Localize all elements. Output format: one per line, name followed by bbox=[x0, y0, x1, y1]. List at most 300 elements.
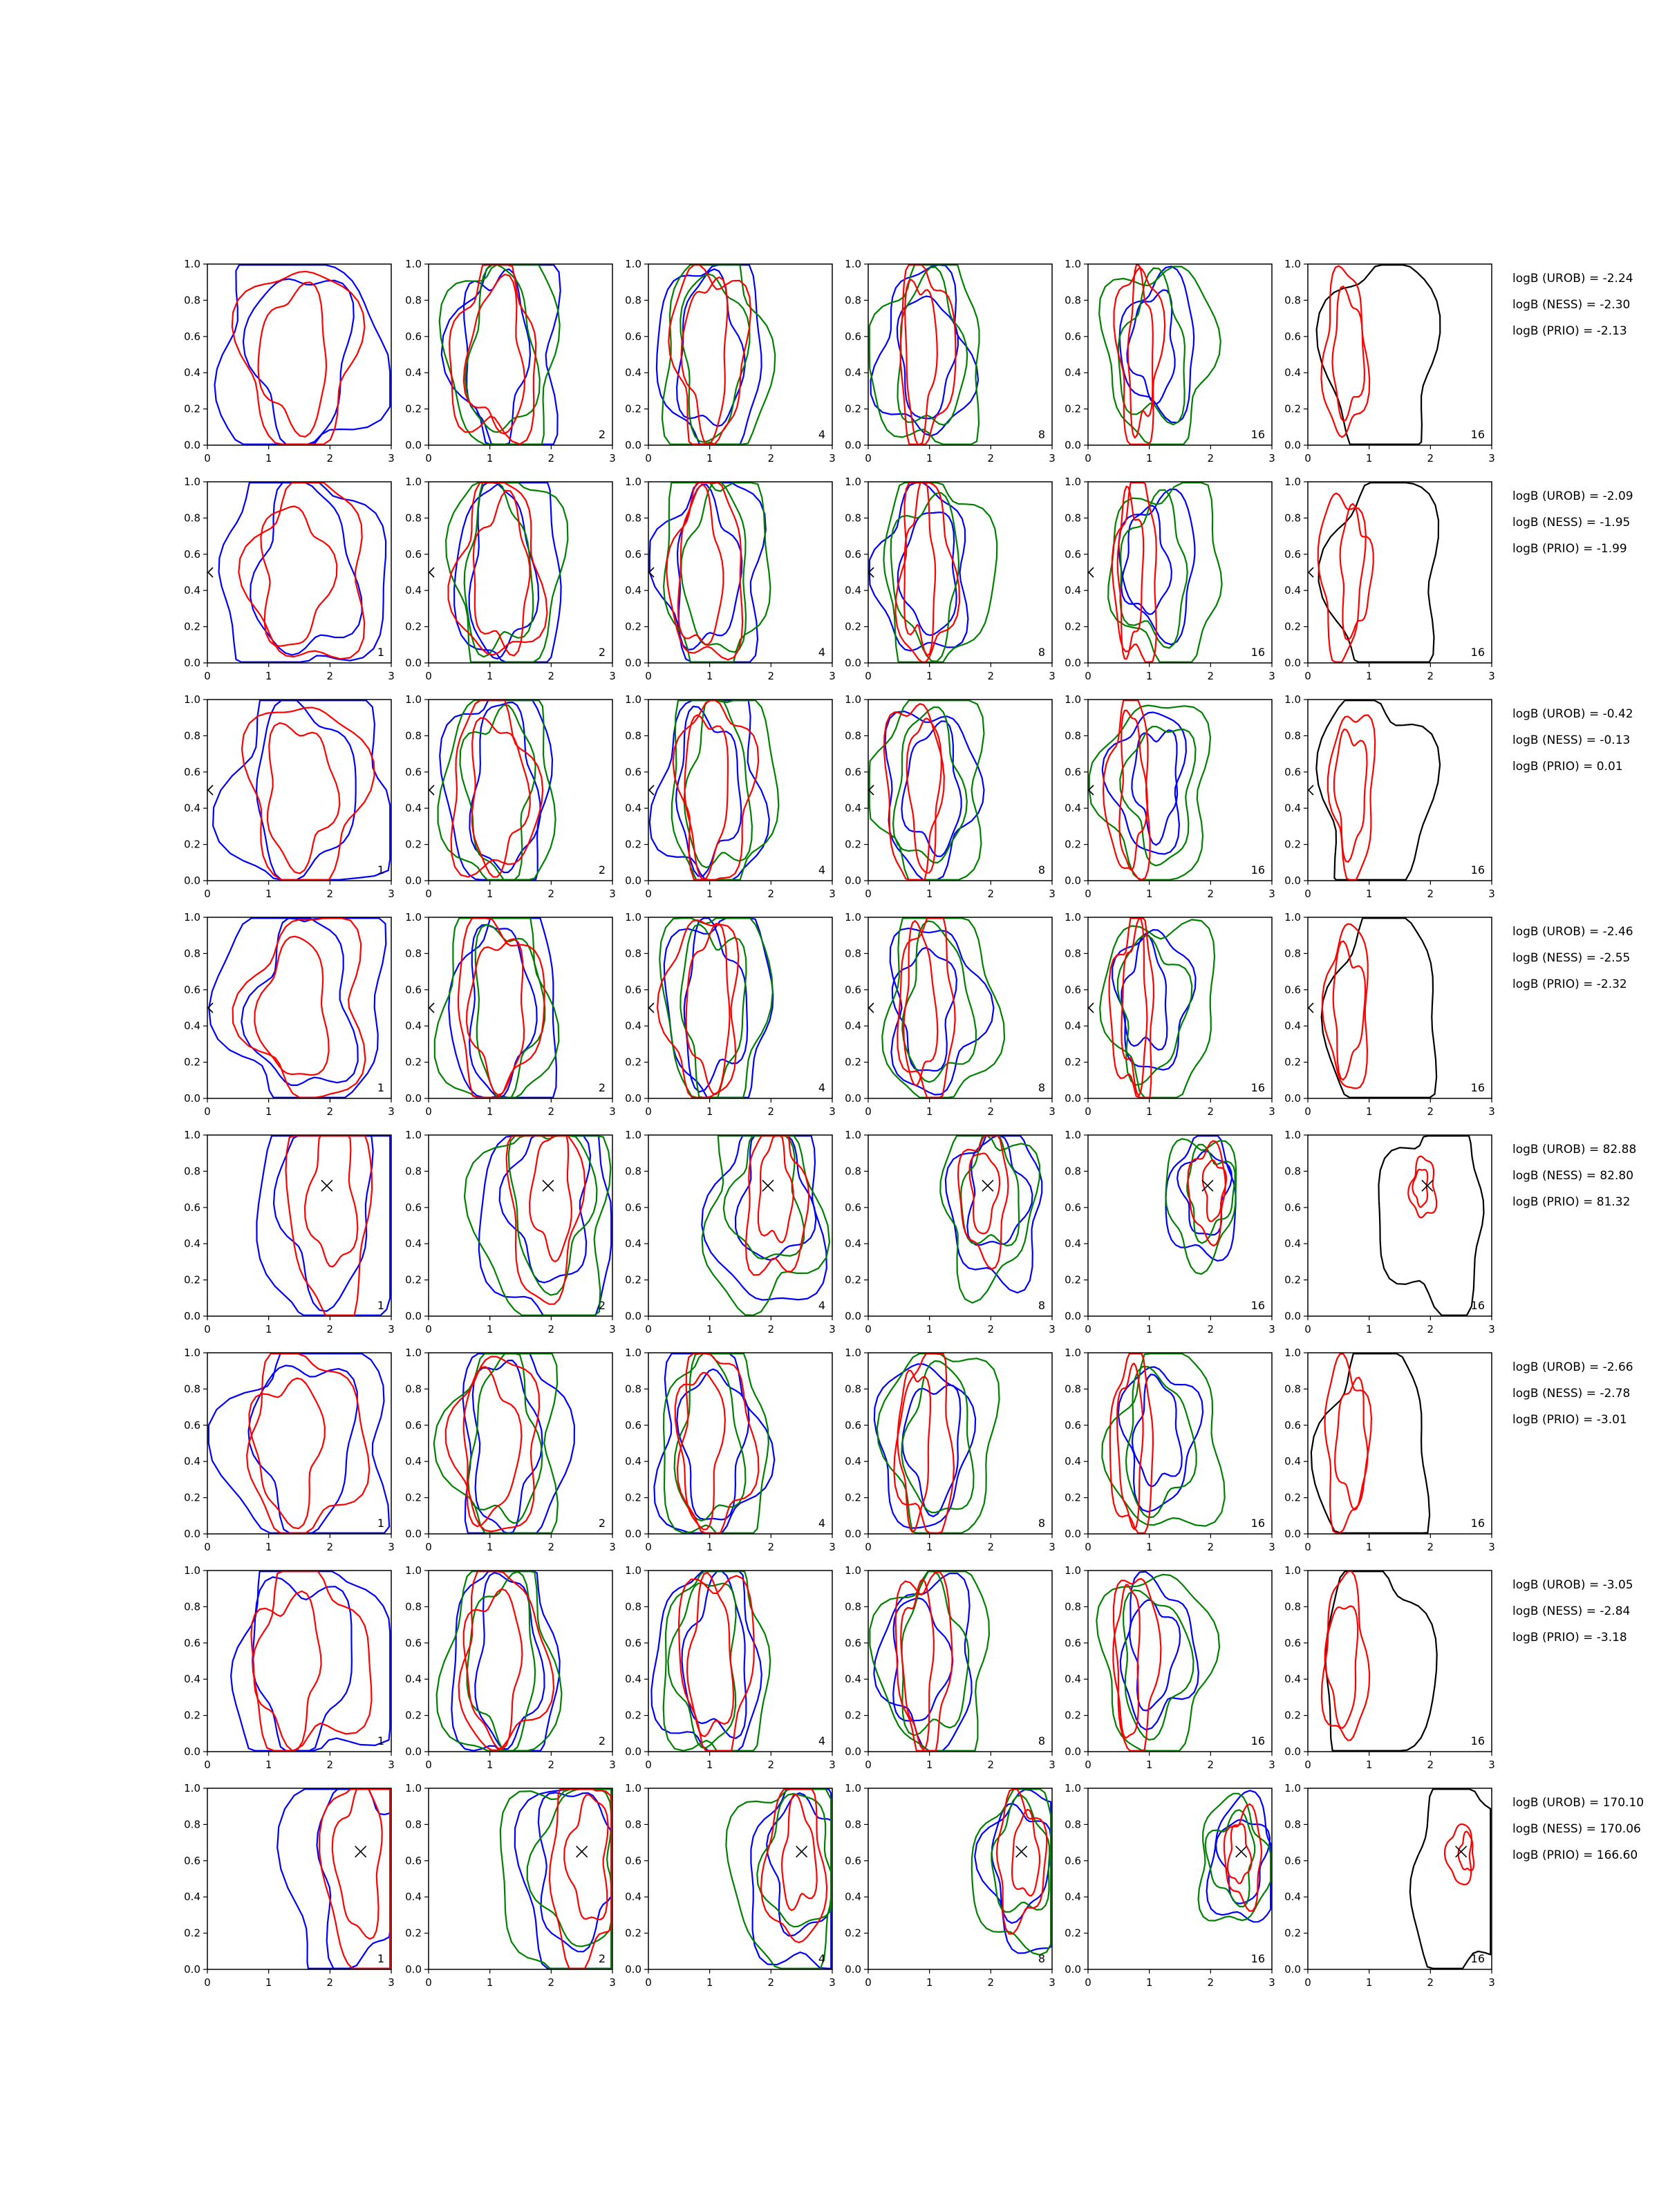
x-tick-label: 0 bbox=[204, 1976, 211, 1989]
y-tick-label: 0.6 bbox=[845, 1854, 861, 1867]
panel-number-label: 4 bbox=[818, 646, 825, 659]
panel-r5-c6 bbox=[1284, 1129, 1495, 1335]
contour-ness-level-2 bbox=[1118, 935, 1192, 1085]
x-tick-label: 2 bbox=[1427, 888, 1434, 900]
logb-annotation: logB (PRIO) = -1.99 bbox=[1512, 542, 1627, 556]
x-tick-label: 1 bbox=[706, 1759, 713, 1771]
y-tick-label: 0.4 bbox=[405, 802, 422, 815]
x-tick-label: 2 bbox=[547, 1759, 555, 1771]
panel-contours bbox=[1316, 700, 1440, 879]
x-tick-label: 1 bbox=[926, 1541, 933, 1553]
x-tick-label: 3 bbox=[1049, 1976, 1056, 1989]
contour-prio-level-2 bbox=[1334, 729, 1367, 862]
y-tick-label: 0.6 bbox=[625, 1418, 641, 1432]
x-tick-label: 2 bbox=[767, 1976, 775, 1989]
contour-urob-level-1 bbox=[209, 1353, 389, 1533]
panel-contours bbox=[1102, 1353, 1224, 1533]
panel-r8-c2 bbox=[405, 1782, 616, 1989]
x-tick-label: 0 bbox=[1304, 1541, 1311, 1553]
x-tick-label: 2 bbox=[987, 1105, 995, 1118]
x-tick-label: 2 bbox=[326, 670, 334, 682]
x-tick-label: 3 bbox=[1488, 1976, 1495, 1989]
logb-annotation: logB (PRIO) = -2.13 bbox=[1512, 324, 1627, 338]
y-tick-label: 0.2 bbox=[845, 402, 861, 415]
y-tick-label: 0.6 bbox=[405, 547, 422, 561]
panel-number-label: 4 bbox=[818, 1299, 825, 1312]
x-tick-label: 2 bbox=[987, 888, 995, 900]
y-tick-label: 0.6 bbox=[1065, 330, 1081, 343]
y-tick-label: 0.8 bbox=[1284, 1600, 1301, 1613]
contour-urob-level-1 bbox=[654, 1353, 774, 1533]
y-tick-label: 0.8 bbox=[184, 947, 200, 960]
y-tick-label: 1.0 bbox=[405, 476, 422, 488]
y-tick-label: 0.8 bbox=[625, 1165, 641, 1178]
y-tick-label: 1.0 bbox=[1065, 1347, 1081, 1359]
y-tick-label: 0.2 bbox=[1284, 1491, 1301, 1504]
x-tick-label: 2 bbox=[1207, 1541, 1215, 1553]
contour-prio-level-1 bbox=[1112, 482, 1156, 662]
y-tick-label: 0.8 bbox=[184, 294, 200, 307]
y-tick-label: 1.0 bbox=[184, 476, 200, 488]
y-tick-label: 0.6 bbox=[845, 983, 861, 996]
x-tick-label: 2 bbox=[767, 670, 775, 682]
x-tick-label: 0 bbox=[1304, 1105, 1311, 1118]
y-tick-label: 0.8 bbox=[1065, 947, 1081, 960]
x-tick-label: 1 bbox=[486, 888, 494, 900]
y-tick-label: 0.6 bbox=[1284, 547, 1301, 561]
panel-r6-c1 bbox=[184, 1347, 395, 1553]
y-tick-label: 1.0 bbox=[184, 1129, 200, 1141]
x-tick-label: 3 bbox=[1268, 1759, 1275, 1771]
panel-frame bbox=[1308, 482, 1492, 663]
x-tick-label: 1 bbox=[926, 670, 933, 682]
contour-ness-level-1 bbox=[435, 918, 559, 1097]
panel-r8-c1 bbox=[184, 1782, 395, 1989]
contour-prio-level-2 bbox=[758, 1136, 794, 1242]
logb-annotation: logB (UROB) = -2.46 bbox=[1512, 925, 1633, 939]
y-tick-label: 0.0 bbox=[405, 1745, 422, 1758]
logb-annotation: logB (NESS) = 82.80 bbox=[1512, 1169, 1634, 1183]
contour-ness-level-2 bbox=[467, 1572, 536, 1751]
left-edge-marker bbox=[1309, 1003, 1313, 1013]
contour-prio-level-1 bbox=[238, 482, 364, 659]
panel-number-label: 8 bbox=[1038, 1081, 1045, 1094]
panel-number-label: 16 bbox=[1470, 1734, 1485, 1747]
panel-contours bbox=[1410, 1789, 1490, 1968]
contour-ness-level-2 bbox=[1121, 490, 1188, 648]
contour-urob-level-2 bbox=[241, 918, 357, 1085]
panel-frame bbox=[1308, 1135, 1492, 1316]
left-edge-marker bbox=[429, 1003, 434, 1013]
panel-number-label: 2 bbox=[598, 428, 606, 441]
panel-contours bbox=[1318, 482, 1438, 662]
panel-contours bbox=[277, 1789, 390, 1968]
x-tick-label: 0 bbox=[865, 1759, 872, 1771]
y-tick-label: 0.0 bbox=[625, 1528, 641, 1540]
left-edge-marker bbox=[208, 785, 213, 795]
panel-contours bbox=[1165, 1136, 1236, 1274]
x-tick-label: 0 bbox=[204, 1541, 211, 1553]
x-tick-label: 1 bbox=[1365, 670, 1373, 682]
x-tick-label: 1 bbox=[265, 1976, 272, 1989]
y-tick-label: 0.2 bbox=[184, 838, 200, 851]
contour-prio-level-1 bbox=[233, 918, 366, 1097]
y-tick-label: 0.6 bbox=[405, 1636, 422, 1649]
contour-prio-level-2 bbox=[529, 1136, 572, 1262]
panel-contours bbox=[940, 1136, 1042, 1303]
truth-marker bbox=[762, 1180, 774, 1191]
y-tick-label: 0.6 bbox=[1065, 1418, 1081, 1432]
x-tick-label: 2 bbox=[326, 1541, 334, 1553]
y-tick-label: 0.0 bbox=[1284, 439, 1301, 451]
y-tick-label: 0.8 bbox=[1284, 512, 1301, 525]
x-tick-label: 1 bbox=[1145, 670, 1153, 682]
y-tick-label: 0.2 bbox=[405, 1056, 422, 1069]
y-tick-label: 0.6 bbox=[184, 983, 200, 996]
panel-contours bbox=[434, 1353, 574, 1533]
x-tick-label: 1 bbox=[1365, 888, 1373, 900]
panel-contours bbox=[1322, 918, 1436, 1097]
y-tick-label: 1.0 bbox=[1065, 476, 1081, 488]
logb-annotation: logB (PRIO) = 166.60 bbox=[1512, 1848, 1638, 1862]
x-tick-label: 0 bbox=[1304, 452, 1311, 465]
y-tick-label: 1.0 bbox=[625, 1129, 641, 1141]
panel-contours bbox=[651, 1571, 770, 1750]
y-tick-label: 0.0 bbox=[845, 1963, 861, 1976]
y-tick-label: 1.0 bbox=[845, 1564, 861, 1577]
y-tick-label: 0.2 bbox=[1284, 1927, 1301, 1940]
panel-frame bbox=[1308, 1788, 1492, 1969]
y-tick-label: 0.6 bbox=[405, 1201, 422, 1214]
x-tick-label: 2 bbox=[547, 1323, 555, 1335]
contour-prio-level-2 bbox=[782, 1794, 817, 1911]
x-tick-label: 0 bbox=[1304, 670, 1311, 682]
y-tick-label: 0.0 bbox=[1065, 1528, 1081, 1540]
y-tick-label: 1.0 bbox=[184, 911, 200, 924]
contour-ness-level-2 bbox=[527, 1789, 612, 1946]
contour-ness-level-1 bbox=[882, 918, 1004, 1097]
x-tick-label: 0 bbox=[645, 1105, 652, 1118]
logb-annotation: logB (PRIO) = 0.01 bbox=[1512, 760, 1623, 774]
y-tick-label: 0.4 bbox=[1284, 1237, 1301, 1250]
contour-prio-level-2 bbox=[332, 1789, 382, 1939]
y-tick-label: 0.2 bbox=[1284, 1056, 1301, 1069]
y-tick-label: 0.0 bbox=[405, 1092, 422, 1105]
contour-ness-level-2 bbox=[724, 1136, 804, 1259]
panel-number-label: 1 bbox=[377, 1081, 384, 1094]
truth-marker bbox=[543, 1180, 554, 1191]
x-tick-label: 1 bbox=[706, 452, 713, 465]
panel-number-label: 8 bbox=[1038, 1299, 1045, 1312]
x-tick-label: 0 bbox=[1304, 1759, 1311, 1771]
x-tick-label: 3 bbox=[1268, 1323, 1275, 1335]
y-tick-label: 0.4 bbox=[405, 1673, 422, 1686]
y-tick-label: 0.6 bbox=[184, 765, 200, 778]
x-tick-label: 0 bbox=[425, 670, 432, 682]
x-tick-label: 0 bbox=[645, 670, 652, 682]
panel-contours bbox=[1096, 1572, 1219, 1751]
y-tick-label: 0.4 bbox=[625, 584, 641, 597]
contour-ness-level-1 bbox=[440, 265, 560, 444]
y-tick-label: 1.0 bbox=[845, 476, 861, 488]
y-tick-label: 0.4 bbox=[1284, 1891, 1301, 1904]
x-tick-label: 2 bbox=[1207, 1105, 1215, 1118]
y-tick-label: 0.0 bbox=[845, 1745, 861, 1758]
y-tick-label: 0.6 bbox=[625, 547, 641, 561]
y-tick-label: 0.0 bbox=[1284, 1963, 1301, 1976]
panel-contours bbox=[1108, 482, 1221, 662]
x-tick-label: 2 bbox=[767, 452, 775, 465]
y-tick-label: 0.4 bbox=[405, 1891, 422, 1904]
y-tick-label: 0.0 bbox=[845, 1528, 861, 1540]
y-tick-label: 0.8 bbox=[845, 947, 861, 960]
panel-number-label: 8 bbox=[1038, 428, 1045, 441]
logb-annotation: logB (NESS) = -2.78 bbox=[1512, 1387, 1631, 1400]
truth-marker bbox=[796, 1846, 807, 1857]
y-tick-label: 0.6 bbox=[625, 983, 641, 996]
panel-r4-c6 bbox=[1284, 911, 1495, 1118]
panel-contours bbox=[1100, 918, 1215, 1097]
x-tick-label: 1 bbox=[706, 1541, 713, 1553]
x-tick-label: 3 bbox=[388, 452, 395, 465]
y-tick-label: 0.0 bbox=[1284, 874, 1301, 887]
y-tick-label: 1.0 bbox=[405, 911, 422, 924]
contour-ness-level-1 bbox=[1108, 482, 1221, 662]
x-tick-label: 1 bbox=[486, 1105, 494, 1118]
panel-contours bbox=[1379, 1136, 1484, 1315]
panel-contours bbox=[213, 700, 390, 879]
panel-number-label: 8 bbox=[1038, 863, 1045, 877]
x-tick-label: 1 bbox=[265, 670, 272, 682]
x-tick-label: 2 bbox=[987, 1976, 995, 1989]
contour-ness-level-2 bbox=[898, 268, 968, 425]
y-tick-label: 0.6 bbox=[845, 1201, 861, 1214]
panel-r4-c3 bbox=[625, 911, 836, 1118]
panel-r6-c5 bbox=[1065, 1347, 1275, 1553]
panel-r8-c3 bbox=[625, 1782, 836, 1989]
y-tick-label: 1.0 bbox=[625, 1564, 641, 1577]
y-tick-label: 0.4 bbox=[1065, 1237, 1081, 1250]
contour-prio-level-1 bbox=[253, 1571, 372, 1750]
panel-contours bbox=[231, 1571, 390, 1750]
x-tick-label: 2 bbox=[987, 1323, 995, 1335]
y-tick-label: 0.0 bbox=[845, 1310, 861, 1322]
y-tick-label: 0.8 bbox=[845, 729, 861, 742]
y-tick-label: 0.2 bbox=[1065, 1056, 1081, 1069]
contour-urob-level-2 bbox=[676, 706, 741, 877]
x-tick-label: 3 bbox=[388, 1976, 395, 1989]
panel-frame bbox=[207, 1571, 391, 1752]
y-tick-label: 0.8 bbox=[625, 947, 641, 960]
x-tick-label: 3 bbox=[609, 670, 616, 682]
y-tick-label: 0.2 bbox=[1065, 620, 1081, 633]
y-tick-label: 0.4 bbox=[405, 584, 422, 597]
truth-marker bbox=[982, 1180, 993, 1191]
y-tick-label: 0.8 bbox=[625, 729, 641, 742]
y-tick-label: 0.2 bbox=[845, 620, 861, 633]
y-tick-label: 0.0 bbox=[845, 1092, 861, 1105]
y-tick-label: 0.2 bbox=[1284, 838, 1301, 851]
panel-r4-c2 bbox=[405, 911, 616, 1118]
y-tick-label: 1.0 bbox=[1065, 693, 1081, 706]
x-tick-label: 1 bbox=[926, 1105, 933, 1118]
y-tick-label: 0.2 bbox=[625, 1273, 641, 1286]
panel-contours bbox=[874, 1353, 1000, 1533]
y-tick-label: 0.2 bbox=[184, 1056, 200, 1069]
y-tick-label: 0.6 bbox=[845, 1418, 861, 1432]
y-tick-label: 0.8 bbox=[405, 1818, 422, 1831]
x-tick-label: 2 bbox=[1427, 1976, 1434, 1989]
x-tick-label: 3 bbox=[388, 670, 395, 682]
x-tick-label: 3 bbox=[388, 1105, 395, 1118]
x-tick-label: 3 bbox=[829, 1976, 836, 1989]
y-tick-label: 0.2 bbox=[625, 620, 641, 633]
x-tick-label: 2 bbox=[326, 1759, 334, 1771]
y-tick-label: 0.8 bbox=[845, 1165, 861, 1178]
contour-prio-level-1 bbox=[1110, 1353, 1153, 1533]
y-tick-label: 0.6 bbox=[625, 1854, 641, 1867]
y-tick-label: 0.6 bbox=[405, 765, 422, 778]
y-tick-label: 0.2 bbox=[405, 1709, 422, 1722]
panel-contours bbox=[972, 1789, 1051, 1955]
x-tick-label: 2 bbox=[547, 670, 555, 682]
contour-ness-level-1 bbox=[1102, 1353, 1224, 1526]
logb-annotation: logB (NESS) = 170.06 bbox=[1512, 1822, 1641, 1836]
contour-prio-level-1 bbox=[666, 482, 742, 659]
x-tick-label: 0 bbox=[204, 670, 211, 682]
y-tick-label: 0.0 bbox=[845, 657, 861, 669]
y-tick-label: 0.2 bbox=[845, 838, 861, 851]
contour-urob-level-1 bbox=[751, 1789, 831, 1968]
x-tick-label: 3 bbox=[1049, 888, 1056, 900]
panel-contours bbox=[435, 918, 559, 1097]
y-tick-label: 0.4 bbox=[405, 1455, 422, 1468]
y-tick-label: 0.4 bbox=[184, 1020, 200, 1033]
y-tick-label: 0.6 bbox=[1284, 1854, 1301, 1867]
x-tick-label: 1 bbox=[486, 1759, 494, 1771]
logb-annotation: logB (NESS) = -1.95 bbox=[1512, 516, 1631, 529]
x-tick-label: 2 bbox=[1207, 1976, 1215, 1989]
x-tick-label: 1 bbox=[1365, 1759, 1373, 1771]
x-tick-label: 0 bbox=[645, 888, 652, 900]
x-tick-label: 2 bbox=[767, 888, 775, 900]
x-tick-label: 3 bbox=[388, 1323, 395, 1335]
y-tick-label: 0.0 bbox=[1284, 1745, 1301, 1758]
panel-number-label: 16 bbox=[1250, 1517, 1265, 1530]
panel-number-label: 16 bbox=[1470, 1517, 1485, 1530]
panel-contours bbox=[650, 482, 771, 662]
panel-number-label: 16 bbox=[1250, 428, 1265, 441]
y-tick-label: 1.0 bbox=[1284, 476, 1301, 488]
y-tick-label: 0.8 bbox=[184, 512, 200, 525]
panel-contours bbox=[657, 265, 775, 444]
panel-contours bbox=[654, 1353, 774, 1533]
y-tick-label: 1.0 bbox=[845, 911, 861, 924]
y-tick-label: 0.6 bbox=[845, 547, 861, 561]
y-tick-label: 0.6 bbox=[184, 1854, 200, 1867]
x-tick-label: 2 bbox=[987, 452, 995, 465]
panel-r3-c6 bbox=[1284, 693, 1495, 900]
y-tick-label: 0.0 bbox=[184, 1528, 200, 1540]
contour-final-level-1 bbox=[1325, 1571, 1436, 1750]
contour-prio-level-2 bbox=[907, 718, 941, 872]
x-tick-label: 0 bbox=[204, 1105, 211, 1118]
x-tick-label: 2 bbox=[326, 1976, 334, 1989]
contour-prio-level-2 bbox=[1203, 1160, 1226, 1221]
panel-number-label: 4 bbox=[818, 1734, 825, 1747]
x-tick-label: 2 bbox=[987, 1759, 995, 1771]
x-tick-label: 2 bbox=[1207, 1759, 1215, 1771]
panel-r1-c4 bbox=[845, 258, 1056, 465]
y-tick-label: 0.6 bbox=[1065, 1636, 1081, 1649]
y-tick-label: 1.0 bbox=[184, 1782, 200, 1794]
y-tick-label: 0.4 bbox=[1065, 366, 1081, 379]
panel-contours bbox=[215, 265, 391, 444]
y-tick-label: 0.4 bbox=[845, 1673, 861, 1686]
panel-frame bbox=[868, 264, 1052, 445]
left-edge-marker bbox=[1309, 785, 1313, 795]
y-tick-label: 0.2 bbox=[1065, 838, 1081, 851]
y-tick-label: 0.8 bbox=[1065, 294, 1081, 307]
contour-ness-level-1 bbox=[877, 1353, 1000, 1533]
x-tick-label: 0 bbox=[425, 1759, 432, 1771]
panel-contours bbox=[438, 700, 556, 879]
x-tick-label: 1 bbox=[486, 670, 494, 682]
contour-urob-level-1 bbox=[449, 918, 556, 1097]
x-tick-label: 0 bbox=[1304, 1976, 1311, 1989]
y-tick-label: 1.0 bbox=[1065, 1782, 1081, 1794]
y-tick-label: 0.2 bbox=[184, 1491, 200, 1504]
contour-urob-level-2 bbox=[903, 1385, 961, 1517]
x-tick-label: 0 bbox=[1085, 452, 1091, 465]
panel-r4-c5 bbox=[1065, 911, 1275, 1118]
logb-annotation: logB (PRIO) = 81.32 bbox=[1512, 1195, 1631, 1209]
panel-frame bbox=[207, 264, 391, 445]
x-tick-label: 3 bbox=[1268, 452, 1275, 465]
contour-ness-level-1 bbox=[702, 1136, 830, 1315]
panel-r2-c5 bbox=[1065, 476, 1275, 682]
y-tick-label: 0.0 bbox=[405, 657, 422, 669]
panel-contours bbox=[1322, 1571, 1437, 1750]
contour-ness-level-2 bbox=[1126, 1367, 1197, 1517]
panel-r5-c4 bbox=[845, 1129, 1056, 1335]
y-tick-label: 1.0 bbox=[1284, 911, 1301, 924]
panel-contours bbox=[209, 918, 386, 1097]
left-edge-marker bbox=[649, 785, 654, 795]
y-tick-label: 0.0 bbox=[184, 1092, 200, 1105]
y-tick-label: 0.0 bbox=[1065, 657, 1081, 669]
y-tick-label: 0.8 bbox=[184, 1165, 200, 1178]
x-tick-label: 1 bbox=[1145, 1105, 1153, 1118]
y-tick-label: 0.8 bbox=[1284, 729, 1301, 742]
y-tick-label: 0.2 bbox=[405, 1273, 422, 1286]
panel-number-label: 16 bbox=[1470, 646, 1485, 659]
y-tick-label: 0.4 bbox=[625, 1020, 641, 1033]
contour-urob-level-2 bbox=[469, 925, 537, 1098]
y-tick-label: 0.6 bbox=[845, 765, 861, 778]
y-tick-label: 0.0 bbox=[625, 1745, 641, 1758]
y-tick-label: 0.0 bbox=[845, 874, 861, 887]
contour-final-level-1 bbox=[1317, 265, 1441, 444]
x-tick-label: 2 bbox=[1207, 670, 1215, 682]
panel-r3-c1 bbox=[184, 693, 395, 900]
y-tick-label: 0.6 bbox=[625, 1636, 641, 1649]
x-tick-label: 1 bbox=[265, 1323, 272, 1335]
y-tick-label: 0.0 bbox=[1065, 874, 1081, 887]
panel-number-label: 8 bbox=[1038, 1952, 1045, 1965]
x-tick-label: 0 bbox=[425, 1976, 432, 1989]
y-tick-label: 0.0 bbox=[405, 874, 422, 887]
